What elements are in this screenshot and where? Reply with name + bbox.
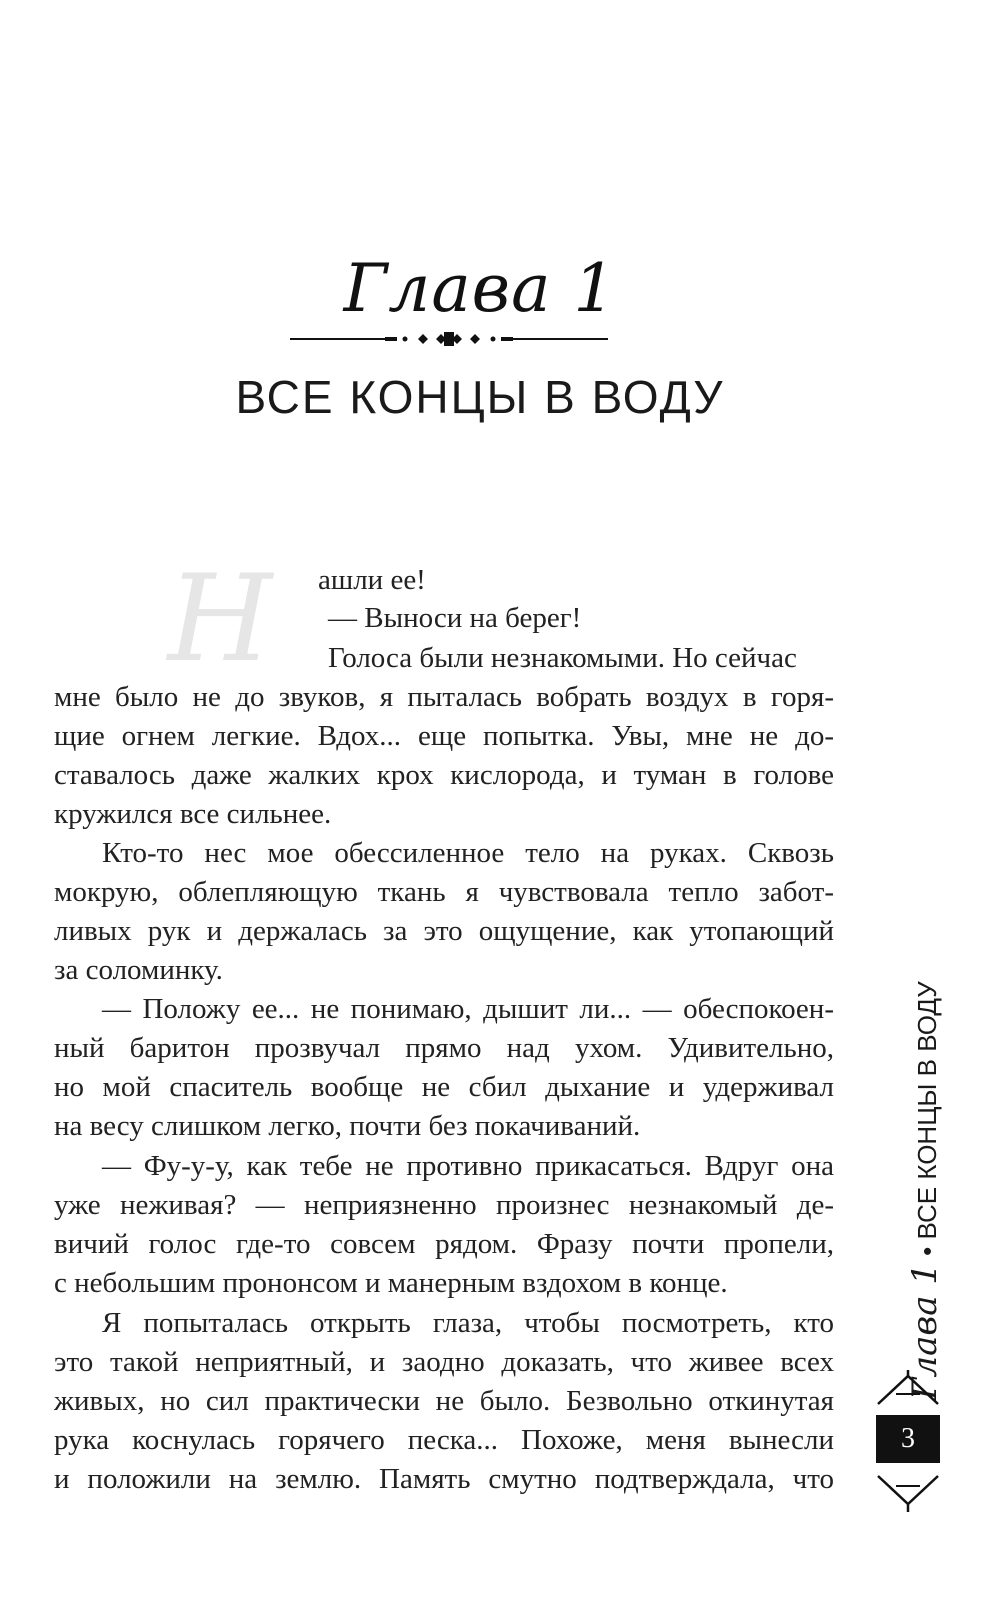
body-line: рука коснулась горячего песка... Похоже, меня вынесли	[54, 1424, 834, 1456]
body-line: это такой неприятный, и заодно доказать, что живее всех	[54, 1346, 834, 1378]
page-number: 3	[876, 1415, 940, 1463]
body-line: мне было не до звуков, я пыталась вобрать воздух в горя-	[54, 681, 834, 713]
body-line: ливых рук и держалась за это ощущение, как утопающий	[54, 915, 834, 947]
body-line: и положили на землю. Память смутно подтверждала, что	[54, 1463, 834, 1495]
running-header	[905, 981, 945, 1400]
rune-ornament-icon	[872, 1470, 944, 1514]
body-line: мокрую, облепляющую ткань я чувствовала тепло забот-	[54, 876, 834, 908]
rune-ornament-icon	[872, 1368, 944, 1408]
body-line: — Выноси на берег!	[328, 602, 582, 634]
body-line: на весу слишком легко, почти без покачиваний.	[54, 1110, 641, 1142]
chapter-label: Глава 1	[343, 250, 617, 327]
running-header-title: ВСЕ КОНЦЫ В ВОДУ	[912, 981, 942, 1240]
body-line: с небольшим прононсом и манерным вздохом в конце.	[54, 1267, 728, 1299]
drop-cap: Н	[167, 550, 273, 689]
running-header-separator: •	[912, 1246, 942, 1256]
chapter-title: ВСЕ КОНЦЫ В ВОДУ	[235, 371, 725, 423]
body-line: Кто-то нес мое обессиленное тело на руках. Сквозь	[102, 837, 834, 869]
body-line: живых, но сил практически не было. Безвольно откинутая	[54, 1385, 834, 1417]
ornament-divider-icon	[290, 326, 608, 352]
body-line: за соломинку.	[54, 954, 223, 986]
body-line: — Фу-у-у, как тебе не противно прикасаться. Вдруг она	[102, 1150, 834, 1182]
body-line: — Положу ее... не понимаю, дышит ли... — обеспокоен-	[102, 993, 834, 1025]
body-line: но мой спаситель вообще не сбил дыхание и удерживал	[54, 1071, 834, 1103]
body-line: Голоса были незнакомыми. Но сейчас	[328, 642, 797, 674]
body-line: ставалось даже жалких крох кислорода, и туман в голове	[54, 759, 834, 791]
body-line: щие огнем легкие. Вдох... еще попытка. Увы, мне не до-	[54, 720, 834, 752]
body-line: ный баритон прозвучал прямо над ухом. Удивительно,	[54, 1032, 834, 1064]
body-line: Я попыталась открыть глаза, чтобы посмотреть, кто	[102, 1307, 834, 1339]
body-line: уже неживая? — неприязненно произнес незнакомый де-	[54, 1189, 834, 1221]
body-line: кружился все сильнее.	[54, 798, 332, 830]
body-line: ашли ее!	[318, 564, 426, 596]
running-header-chapter: Глава 1	[905, 1263, 945, 1400]
body-line: вичий голос где-то совсем рядом. Фразу почти пропели,	[54, 1228, 834, 1260]
